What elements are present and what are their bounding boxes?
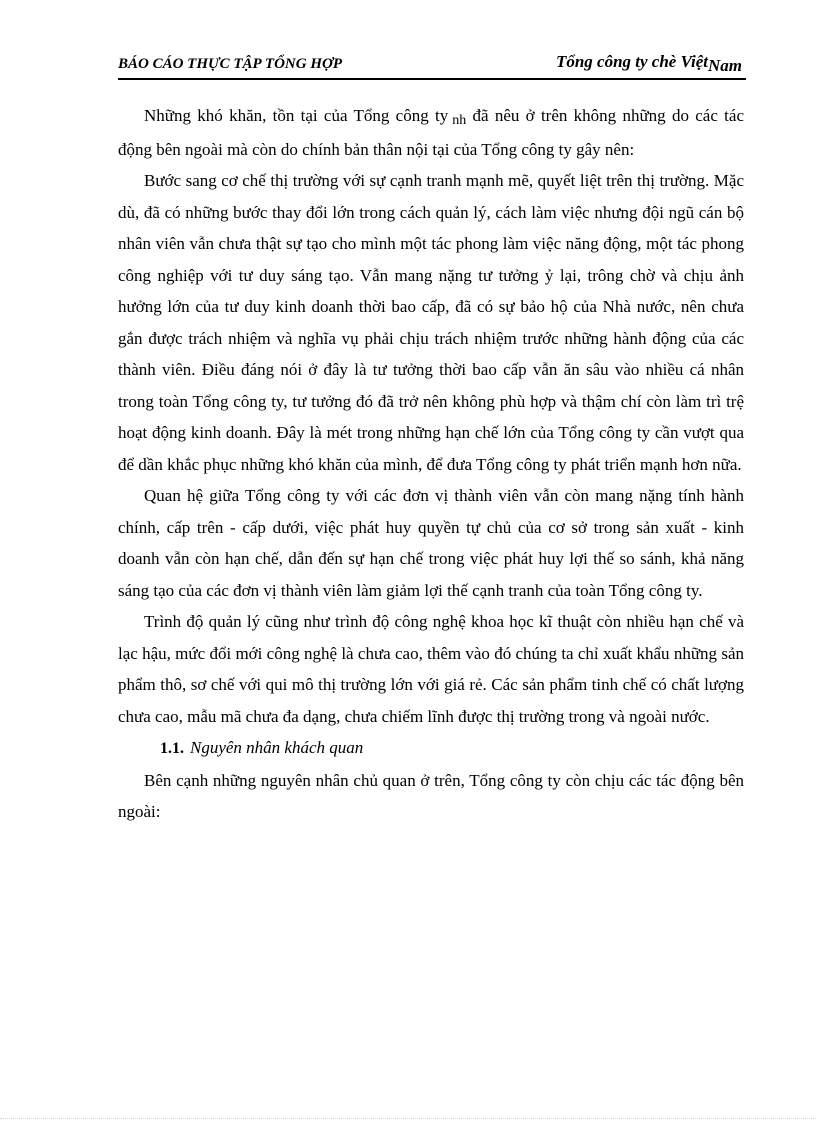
section-heading [118, 732, 744, 765]
paragraph-1-start: Những khó khăn, tồn tại của Tổng công ty [144, 106, 449, 125]
page-header [118, 52, 746, 80]
paragraph-1 [118, 100, 744, 165]
paragraph-1-end: đã nêu ở trên không những do các tác động bên ngoài mà còn do chính bản thân nội tại của Tổng công ty gây nên: [118, 106, 744, 159]
document-body [118, 100, 744, 828]
paragraph-5: Bên cạnh những nguyên nhân chủ quan ở trên, Tổng công ty còn chịu các tác động bên ngoài: [118, 770, 744, 821]
paragraph-1-note: nh [452, 113, 467, 128]
page-bottom-divider [0, 1118, 816, 1119]
company-name-main: Tổng công ty chè Việt [555, 52, 708, 71]
section-number: 1.1. [160, 740, 184, 757]
paragraph-4: Trình độ quản lý cũng như trình độ công nghệ khoa học kĩ thuật còn nhiều hạn chế và lạc hậu, mức đổi mới công nghệ là chưa cao, thêm vào đó chúng ta chỉ xuất khẩu những sản phẩm thô, sơ chế với qui mô thị trường lớn với giá rẻ. Các sản phẩm tinh chế có chất lượng chưa cao, mẫu mã chưa đa dạng, chưa chiếm lĩnh được thị trường trong và ngoài nước. [118, 612, 744, 726]
company-name-sub: Nam [708, 56, 742, 75]
paragraph-2: Bước sang cơ chế thị trường với sự cạnh tranh mạnh mẽ, quyết liệt trên thị trường. Mặc dù, đã có những bước thay đổi lớn trong cách quản lý, cách làm việc nhưng đội ngũ cán bộ nhân viên vẫn chưa thật sự tạo cho mình một tác phong làm việc năng động, một tác phong công nghiệp với tư duy sáng tạo. Vẫn mang nặng tư tưởng ỷ lại, trông chờ và chịu ảnh hưởng lớn của tư duy kinh doanh thời bao cấp, đã có sự bảo hộ của Nhà nước, nên chưa gắn được trách nhiệm và nghĩa vụ phải chịu trách nhiệm trước những hành động của các thành viên. Điều đáng nói ở đây là tư tưởng thời bao cấp vẫn ăn sâu vào nhiều cá nhân trong toàn Tổng công ty, tư tưởng đó đã trở nên không phù hợp và thậm chí còn làm trì trệ hoạt động kinh doanh. Đây là mét trong những hạn chế lớn của Tổng công ty cần vượt qua để dần khắc phục những khó khăn của mình, để đưa Tổng công ty phát triển mạnh hơn nữa. [118, 171, 744, 474]
paragraph-3: Quan hệ giữa Tổng công ty với các đơn vị thành viên vẫn còn mang nặng tính hành chính, cấp trên - cấp dưới, việc phát huy quyền tự chủ của cơ sở trong sản xuất - kinh doanh vẫn còn hạn chế, dẫn đến sự hạn chế trong việc phát huy lợi thế so sánh, khả năng sáng tạo của các đơn vị thành viên làm giảm lợi thế cạnh tranh của toàn Tổng công ty. [118, 486, 744, 600]
company-name [555, 52, 742, 75]
report-title: BÁO CÁO THỰC TẬP TỔNG HỢP [118, 56, 342, 72]
section-title: Nguyên nhân khách quan [190, 738, 364, 757]
